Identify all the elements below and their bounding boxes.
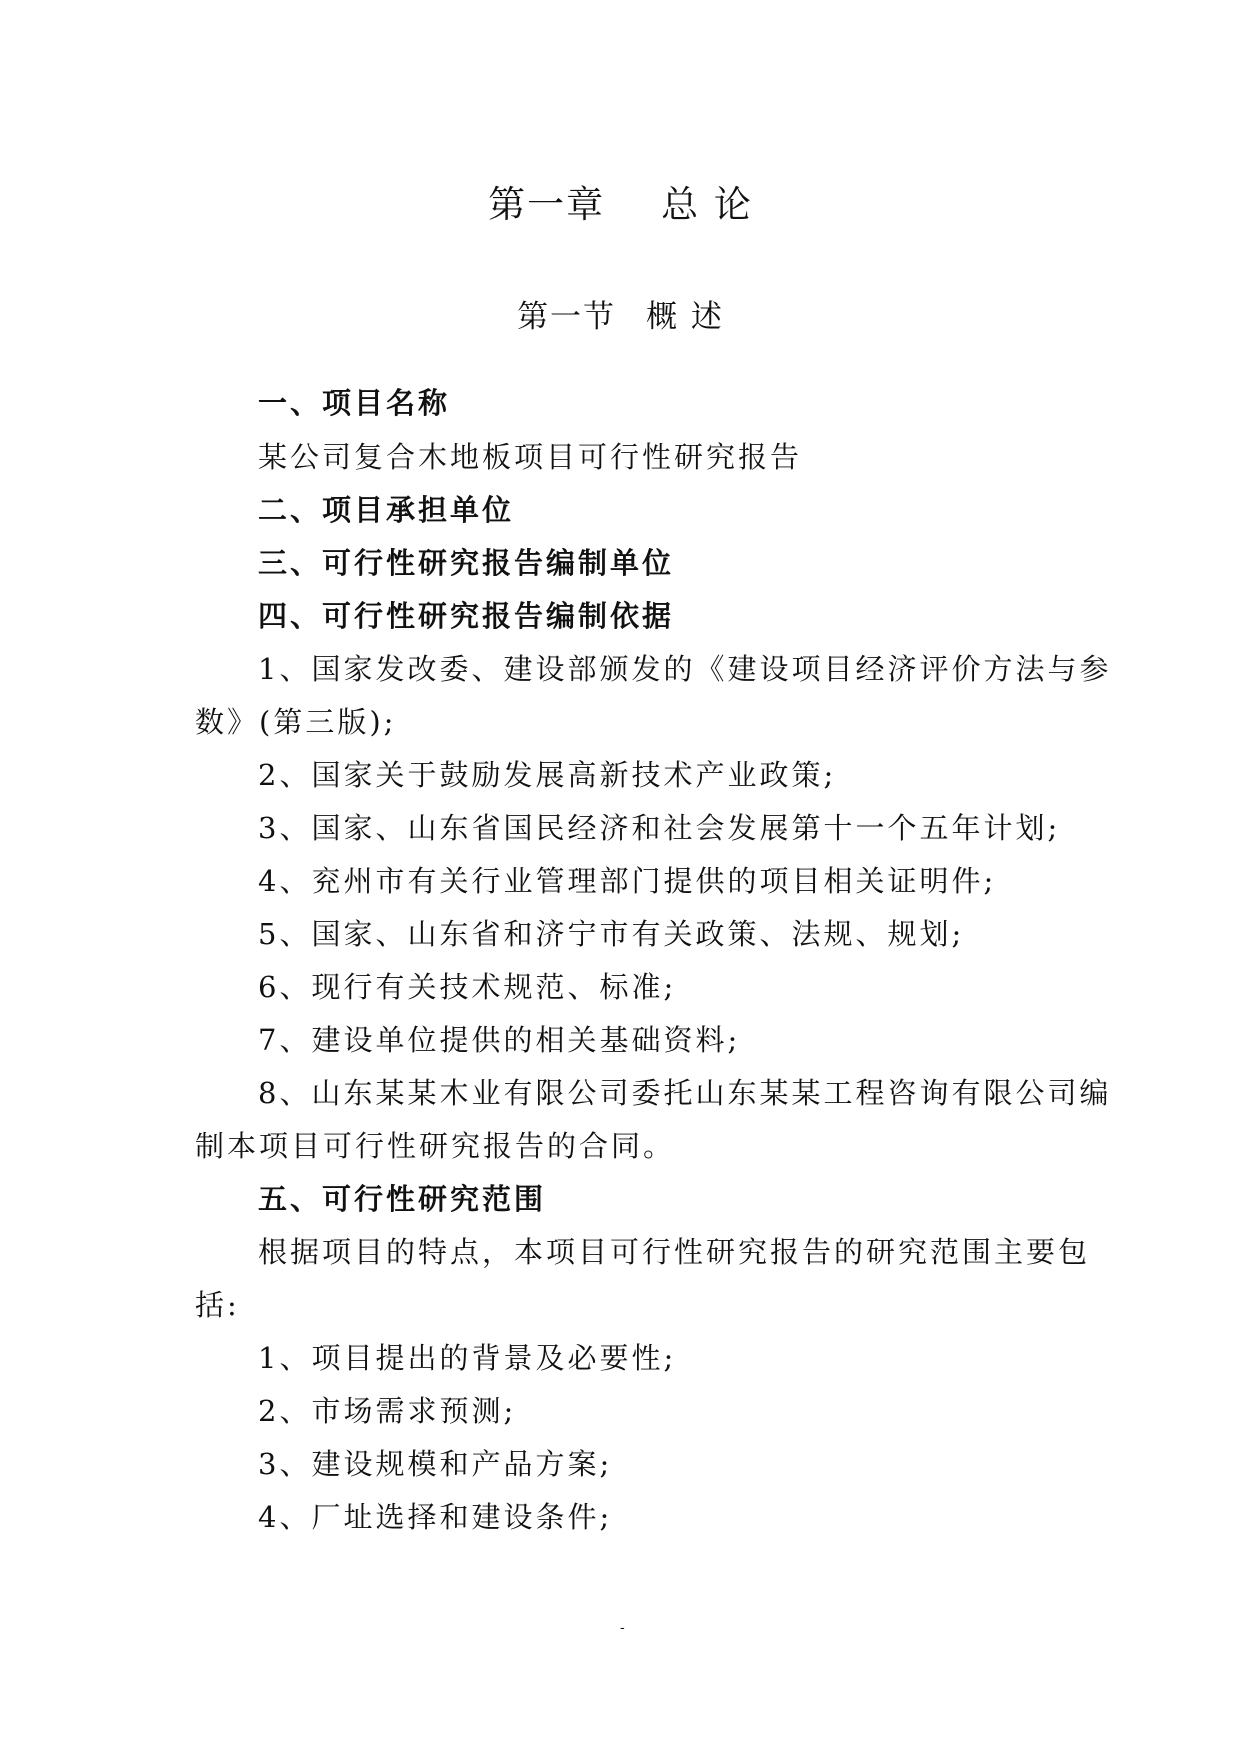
heading-undertaking-unit: 二、项目承担单位 bbox=[258, 493, 515, 527]
basis-item-4: 4、兖州市有关行业管理部门提供的项目相关证明件; bbox=[258, 864, 997, 898]
basis-item-2: 2、国家关于鼓励发展高新技术产业政策; bbox=[258, 758, 837, 792]
scope-item-2: 2、市场需求预测; bbox=[258, 1394, 517, 1428]
heading-compiling-unit: 三、可行性研究报告编制单位 bbox=[258, 546, 675, 580]
chapter-number: 第一章 bbox=[488, 183, 606, 226]
basis-item-7: 7、建设单位提供的相关基础资料; bbox=[258, 1023, 741, 1057]
basis-item-6: 6、现行有关技术规范、标准; bbox=[258, 970, 677, 1004]
chapter-name: 总 论 bbox=[661, 183, 753, 226]
scope-intro-line-1: 根据项目的特点，本项目可行性研究报告的研究范围主要包 bbox=[258, 1235, 1091, 1269]
chapter-title bbox=[0, 180, 1241, 230]
heading-research-scope: 五、可行性研究范围 bbox=[258, 1182, 547, 1216]
scope-item-3: 3、建设规模和产品方案; bbox=[258, 1447, 613, 1481]
section-number: 第一节 bbox=[517, 299, 617, 335]
project-name-text: 某公司复合木地板项目可行性研究报告 bbox=[258, 440, 803, 474]
basis-item-1-line-1: 1、国家发改委、建设部颁发的《建设项目经济评价方法与参 bbox=[258, 652, 1112, 686]
basis-item-1-line-2: 数》(第三版); bbox=[195, 705, 397, 739]
heading-project-name: 一、项目名称 bbox=[258, 386, 451, 420]
section-name: 概 述 bbox=[646, 299, 724, 335]
section-title bbox=[0, 295, 1241, 339]
scope-intro-line-2: 括: bbox=[195, 1288, 240, 1322]
scope-item-1: 1、项目提出的背景及必要性; bbox=[258, 1341, 677, 1375]
basis-item-5: 5、国家、山东省和济宁市有关政策、法规、规划; bbox=[258, 917, 965, 951]
heading-compiling-basis: 四、可行性研究报告编制依据 bbox=[258, 599, 675, 633]
basis-item-8-line-2: 制本项目可行性研究报告的合同。 bbox=[195, 1129, 676, 1163]
basis-item-8-line-1: 8、山东某某木业有限公司委托山东某某工程咨询有限公司编 bbox=[258, 1076, 1112, 1110]
page-number-mark: - bbox=[620, 1620, 625, 1636]
basis-item-3: 3、国家、山东省国民经济和社会发展第十一个五年计划; bbox=[258, 811, 1061, 845]
scope-item-4: 4、厂址选择和建设条件; bbox=[258, 1500, 613, 1534]
